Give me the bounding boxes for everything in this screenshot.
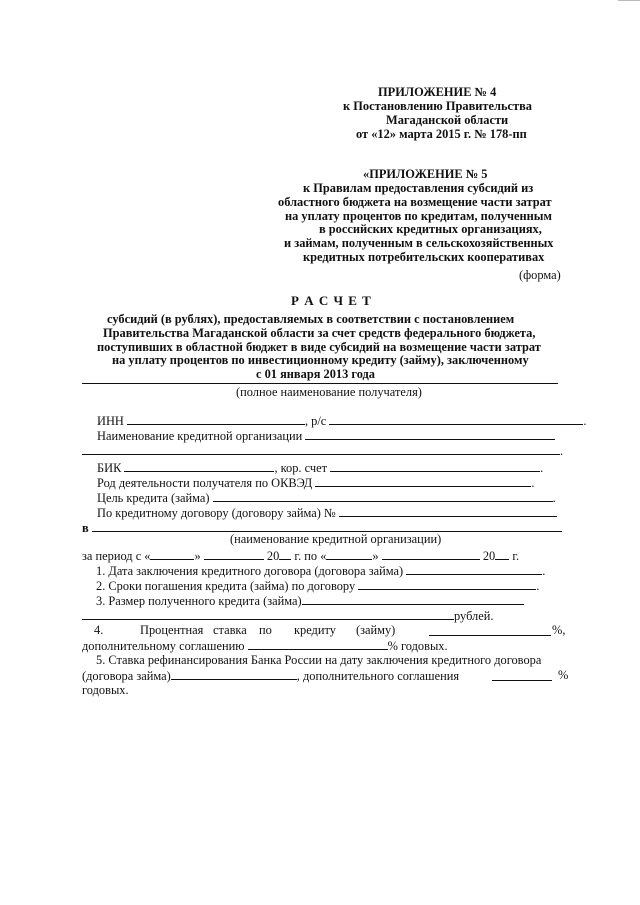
period-end-year-field[interactable] bbox=[495, 548, 509, 560]
item3-label: 3. Размер полученного кредита (займа) bbox=[96, 594, 302, 608]
item2-row bbox=[96, 578, 539, 593]
repayment-terms-field[interactable] bbox=[358, 578, 536, 590]
bank-name-row bbox=[97, 428, 555, 443]
okved-label: Род деятельности получателя по ОКВЭД bbox=[97, 476, 313, 490]
purpose-row bbox=[97, 490, 556, 505]
bik-row bbox=[97, 460, 543, 475]
appendix5-line: в российских кредитных организациях, bbox=[319, 222, 542, 236]
subheading-line: Правительства Магаданской области за счет средств федерального бюджета, bbox=[103, 326, 536, 340]
bank-name-field[interactable] bbox=[305, 428, 555, 440]
item3-continuation-row bbox=[82, 608, 493, 623]
rs-field[interactable] bbox=[329, 413, 583, 425]
item5-percent: % bbox=[558, 668, 569, 682]
appendix4-title: ПРИЛОЖЕНИЕ № 4 bbox=[378, 85, 497, 99]
interest-rate-field[interactable] bbox=[429, 624, 551, 636]
okved-field[interactable] bbox=[315, 475, 531, 487]
period: . bbox=[531, 476, 535, 490]
item1-label: 1. Дата заключения кредитного договора (договора займа) bbox=[96, 564, 404, 578]
inn-field[interactable] bbox=[127, 413, 305, 425]
period-start-year-field[interactable] bbox=[279, 548, 291, 560]
item5-line1: 5. Ставка рефинансирования Банка России на дату заключения кредитного договора bbox=[96, 653, 542, 667]
item2-label: 2. Сроки погашения кредита (займа) по договору bbox=[96, 579, 356, 593]
item4-word: Процентная bbox=[140, 623, 204, 637]
item4-line2-end: % годовых. bbox=[387, 639, 448, 653]
inn-row bbox=[97, 413, 587, 428]
item4-word: (займу) bbox=[356, 623, 396, 637]
appendix4-line1: к Постановлению Правительства bbox=[343, 99, 532, 113]
form-label: (форма) bbox=[519, 268, 561, 282]
appendix5-line: на уплату процентов по кредитам, полученным bbox=[285, 209, 552, 223]
recipient-name-line[interactable] bbox=[82, 383, 558, 384]
item4-line2-label: дополнительному соглашению bbox=[82, 639, 245, 653]
item4-word: ставка bbox=[213, 623, 247, 637]
period-start-month-field[interactable] bbox=[204, 548, 264, 560]
loan-amount-field-continued[interactable] bbox=[82, 608, 454, 620]
item4-number: 4. bbox=[94, 623, 104, 637]
refinancing-rate-agreement-field[interactable] bbox=[492, 669, 552, 681]
subheading-line: на уплату процентов по инвестиционному кредиту (займу), заключенному bbox=[112, 353, 529, 367]
item5-line2 bbox=[82, 668, 459, 683]
supplementary-agreement-rate-field[interactable] bbox=[248, 638, 388, 650]
item4-percent: %, bbox=[552, 623, 566, 637]
subheading-line: субсидий (в рублях), предоставляемых в соответствии с постановлением bbox=[107, 312, 515, 326]
contract-row bbox=[97, 505, 557, 520]
bank-name-label: Наименование кредитной организации bbox=[97, 429, 303, 443]
period: . bbox=[583, 414, 587, 428]
okved-row bbox=[97, 475, 534, 490]
bik-label: БИК bbox=[97, 461, 122, 475]
inn-label: ИНН bbox=[97, 414, 124, 428]
period: . bbox=[536, 579, 540, 593]
year-prefix: 20 bbox=[482, 549, 496, 563]
subheading-line: с 01 января 2013 года bbox=[256, 367, 376, 381]
refinancing-rate-loan-field[interactable] bbox=[171, 668, 297, 680]
period: . bbox=[540, 461, 544, 475]
appendix5-line: и займам, полученным в сельскохозяйственных bbox=[284, 236, 554, 250]
kor-label: , кор. счет bbox=[274, 461, 328, 475]
bik-field[interactable] bbox=[124, 460, 274, 472]
bank-name-continuation-row bbox=[82, 443, 563, 458]
loan-date-field[interactable] bbox=[406, 563, 542, 575]
quote-mark: » bbox=[194, 549, 201, 563]
rs-label: , р/с bbox=[304, 414, 327, 428]
item5-line2-middle: , дополнительного соглашения bbox=[296, 669, 460, 683]
quote-mark: » bbox=[372, 549, 379, 563]
rubles-label: рублей. bbox=[454, 609, 494, 623]
appendix4-line2: Магаданской области bbox=[386, 113, 509, 127]
bank-name-field-continued[interactable] bbox=[82, 443, 560, 455]
item4-word: кредиту bbox=[294, 623, 336, 637]
purpose-label: Цель кредита (займа) bbox=[97, 491, 210, 505]
period: . bbox=[560, 444, 564, 458]
page-corner-mark bbox=[618, 0, 640, 5]
period: . bbox=[542, 564, 546, 578]
contract-label: По кредитному договору (договору займа) № bbox=[97, 506, 336, 520]
item4-line2 bbox=[82, 638, 448, 653]
appendix5-line: к Правилам предоставления субсидий из bbox=[303, 181, 534, 195]
subheading-line: поступивших в областной бюджет в виде субсидий на возмещение части затрат bbox=[97, 340, 541, 354]
loan-amount-field[interactable] bbox=[302, 593, 524, 605]
in-label: в bbox=[82, 521, 89, 535]
period-end-month-field[interactable] bbox=[382, 548, 480, 560]
period-start-day-field[interactable] bbox=[150, 548, 194, 560]
period-middle: г. по « bbox=[294, 549, 327, 563]
period: . bbox=[552, 491, 556, 505]
period-prefix: за период с « bbox=[82, 549, 151, 563]
purpose-field[interactable] bbox=[213, 490, 553, 502]
appendix5-title: «ПРИЛОЖЕНИЕ № 5 bbox=[363, 167, 488, 181]
year-prefix: 20 bbox=[266, 549, 280, 563]
bank-caption: (наименование кредитной организации) bbox=[230, 532, 442, 546]
recipient-caption: (полное наименование получателя) bbox=[236, 385, 422, 399]
year-suffix: г. bbox=[512, 549, 520, 563]
item4-word: по bbox=[259, 623, 272, 637]
contract-bank-field[interactable] bbox=[92, 520, 562, 532]
contract-number-field[interactable] bbox=[339, 505, 557, 517]
item1-row bbox=[96, 563, 545, 578]
document-heading: Р А С Ч Е Т bbox=[291, 293, 372, 308]
period-row bbox=[82, 548, 519, 563]
appendix4-line3: от «12» марта 2015 г. № 178-пп bbox=[356, 127, 527, 141]
item3-row bbox=[96, 593, 524, 608]
appendix5-line: областного бюджета на возмещение части затрат bbox=[278, 195, 552, 209]
item5-line2-label: (договора займа) bbox=[82, 669, 171, 683]
period-end-day-field[interactable] bbox=[326, 548, 372, 560]
appendix5-line: кредитных потребительских кооперативах bbox=[303, 250, 545, 264]
kor-field[interactable] bbox=[330, 460, 540, 472]
item5-line3: годовых. bbox=[82, 683, 129, 697]
